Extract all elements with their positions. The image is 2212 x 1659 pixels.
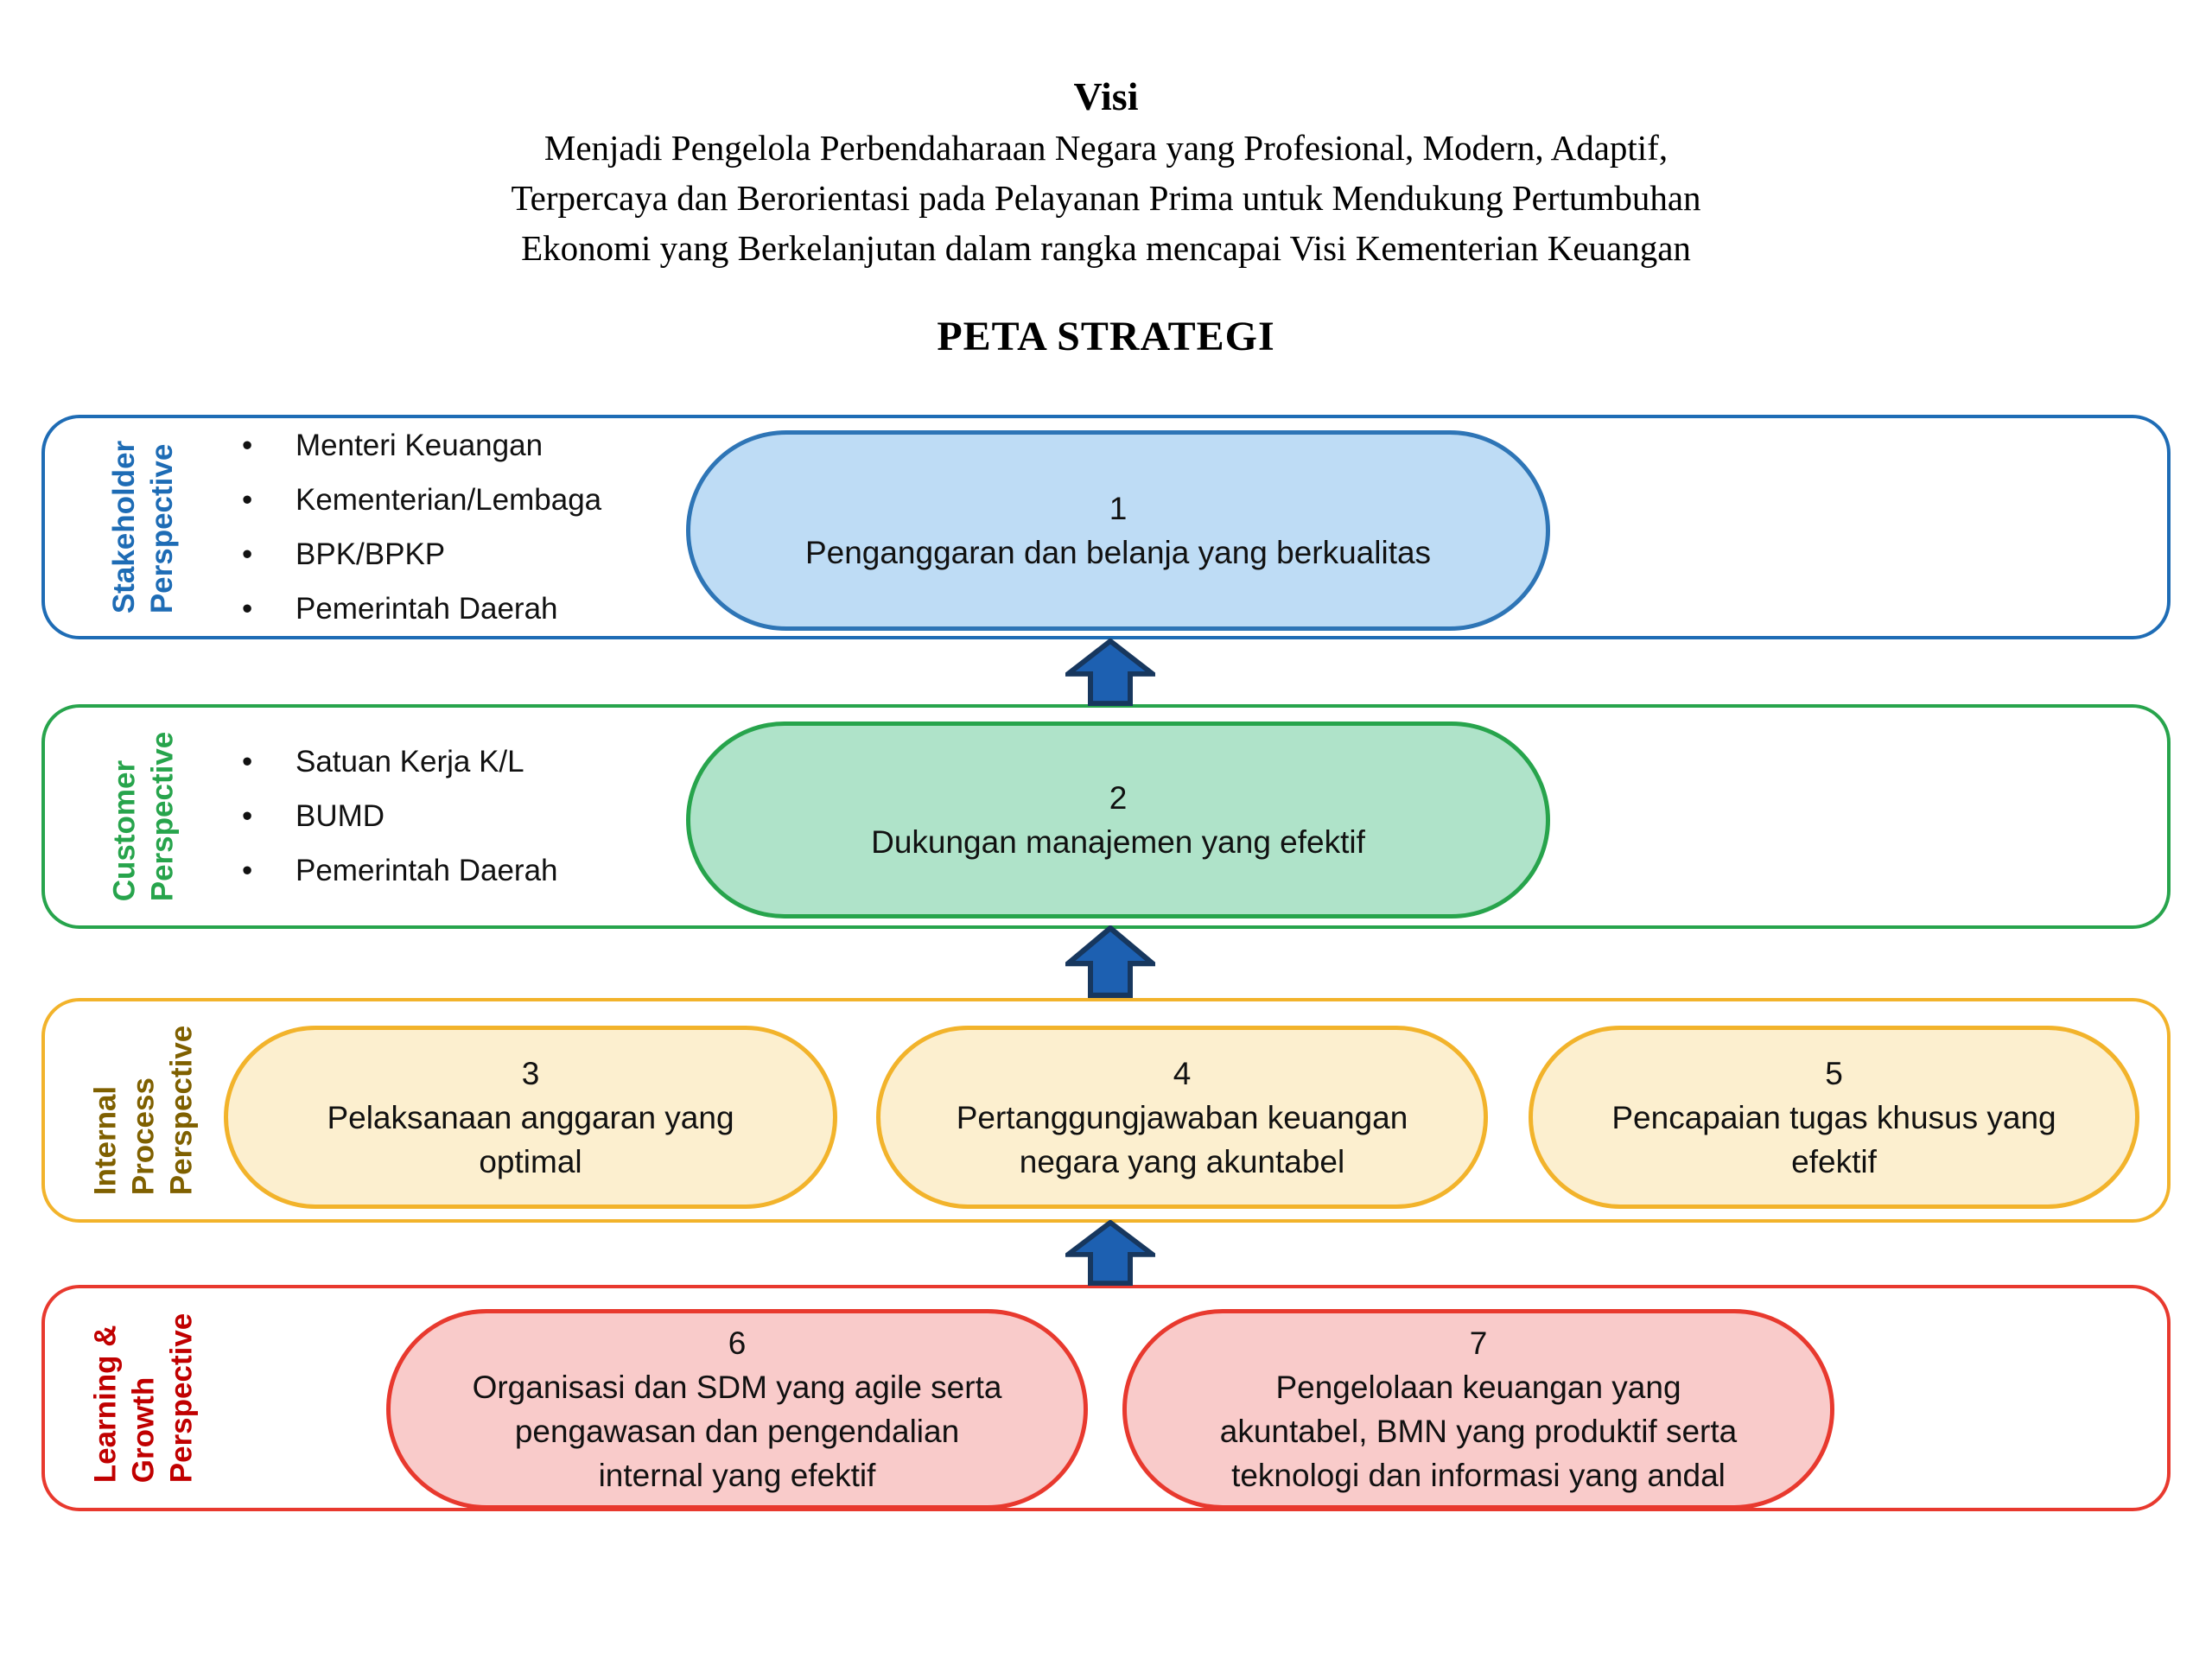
pill-2-text: Dukungan manajemen yang efektif [871, 824, 1365, 860]
band-internal-process-perspective [41, 998, 2171, 1223]
strategy-map-title: PETA STRATEGI [937, 314, 1275, 359]
pill-7-text: Pengelolaan keuangan yang akuntabel, BMN yang produktif serta teknologi dan informasi yang andal [1219, 1370, 1738, 1493]
vision-title: Visi [1073, 74, 1139, 118]
vision-line-2: Terpercaya dan Berorientasi pada Pelayanan Prima untuk Mendukung Pertumbuhan [511, 178, 1701, 218]
band-stakeholder-label [55, 418, 232, 636]
band-stakeholder-label-line-1: Stakeholder [107, 440, 142, 614]
band-learning-label [55, 1288, 232, 1508]
stakeholder-bullet-list [242, 418, 726, 636]
up-arrow-icon [1065, 639, 1155, 706]
pill-1 [686, 430, 1550, 631]
band-learning-label-line-3: Perspective [164, 1313, 199, 1484]
band-customer-label-line-1: Customer [107, 760, 142, 902]
band-learning-label-line-2: Growth [126, 1376, 161, 1484]
band-internal-label-line-1: Internal [88, 1085, 123, 1196]
bullet-item [242, 428, 726, 464]
pill-1-number: 1 [1109, 491, 1128, 526]
bullet-item [242, 591, 726, 627]
bullet-item [242, 482, 726, 518]
pill-5 [1529, 1026, 2139, 1209]
customer-bullet-list [242, 708, 726, 925]
up-arrow-icon [1065, 925, 1155, 998]
pill-3-number: 3 [521, 1055, 540, 1091]
band-stakeholder-perspective [41, 415, 2171, 639]
bullet-item [242, 853, 726, 889]
pill-4 [876, 1026, 1488, 1209]
bullet-text: • Satuan Kerja K/L [296, 745, 524, 779]
band-internal-label [55, 1001, 232, 1219]
pill-5-number: 5 [1825, 1055, 1843, 1091]
pill-3-text: Pelaksanaan anggaran yang optimal [327, 1099, 734, 1179]
pill-6-text: Organisasi dan SDM yang agile serta pengawasan dan pengendalian internal yang efektif [472, 1370, 1002, 1493]
bullet-item [242, 744, 726, 780]
header [0, 71, 2212, 360]
pill-5-text: Pencapaian tugas khusus yang efektif [1611, 1099, 2056, 1179]
pill-2-number: 2 [1109, 780, 1128, 816]
pill-1-text: Penganggaran dan belanja yang berkualitas [804, 535, 1432, 570]
band-customer-perspective [41, 704, 2171, 929]
bullet-text: • Pemerintah Daerah [296, 854, 558, 887]
up-arrow-icon [1065, 1220, 1155, 1286]
band-customer-label [55, 708, 232, 925]
pill-2 [686, 721, 1550, 918]
band-internal-label-line-2: Process [126, 1077, 161, 1196]
bullet-text: • BUMD [296, 799, 385, 833]
pill-7-number: 7 [1469, 1325, 1488, 1361]
bullet-text: • Pemerintah Daerah [296, 591, 558, 626]
band-learning-growth-perspective [41, 1285, 2171, 1511]
band-customer-label-line-2: Perspective [145, 731, 180, 902]
bullet-item [242, 537, 726, 573]
pill-6-number: 6 [728, 1325, 747, 1361]
pill-4-number: 4 [1173, 1055, 1192, 1091]
bullet-item [242, 798, 726, 835]
band-stakeholder-label-line-2: Perspective [145, 443, 180, 614]
pill-4-text: Pertanggungjawaban keuangan negara yang akuntabel [956, 1099, 1408, 1179]
band-internal-label-line-3: Perspective [164, 1025, 199, 1196]
pill-7 [1122, 1309, 1834, 1510]
vision-line-1: Menjadi Pengelola Perbendaharaan Negara yang Profesional, Modern, Adaptif, [543, 128, 1669, 168]
vision-line-3: Ekonomi yang Berkelanjutan dalam rangka mencapai Visi Kementerian Keuangan [521, 228, 1691, 268]
pill-3 [224, 1026, 837, 1209]
bullet-text: • Menteri Keuangan [296, 428, 543, 462]
bullet-text: • BPK/BPKP [296, 537, 446, 571]
bullet-text: • Kementerian/Lembaga [296, 482, 602, 517]
pill-6 [386, 1309, 1088, 1510]
band-learning-label-line-1: Learning & [88, 1325, 123, 1484]
